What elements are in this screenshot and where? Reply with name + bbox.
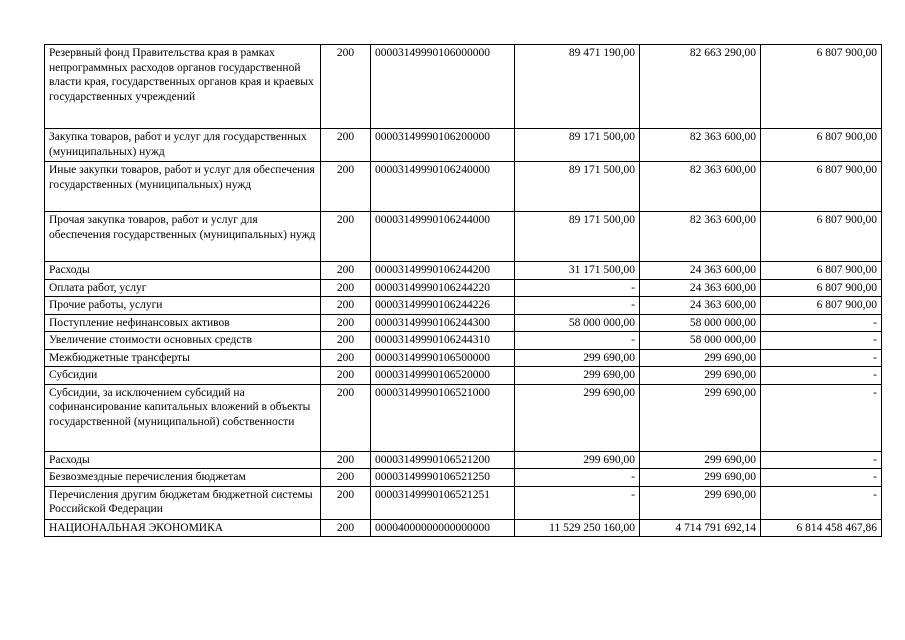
table-row <box>45 384 882 451</box>
row-value-2: 24 363 600,00 <box>640 297 761 315</box>
row-code: 200 <box>321 349 371 367</box>
row-code: 200 <box>321 367 371 385</box>
row-value-1: - <box>515 486 640 519</box>
row-code: 200 <box>321 469 371 487</box>
row-value-1: 299 690,00 <box>515 349 640 367</box>
row-value-3: - <box>761 367 882 385</box>
table-row <box>45 469 882 487</box>
table-row <box>45 332 882 350</box>
row-value-3: - <box>761 469 882 487</box>
row-value-2: 299 690,00 <box>640 451 761 469</box>
table-row <box>45 486 882 519</box>
row-csr: 00003149990106200000 <box>371 129 515 162</box>
row-value-2: 299 690,00 <box>640 349 761 367</box>
row-value-3: 6 814 458 467,86 <box>761 519 882 537</box>
table-row <box>45 367 882 385</box>
row-name: Увеличение стоимости основных средств <box>45 332 321 350</box>
row-csr: 00003149990106244000 <box>371 212 515 262</box>
row-code: 200 <box>321 384 371 451</box>
row-name: Оплата работ, услуг <box>45 279 321 297</box>
row-value-3: 6 807 900,00 <box>761 212 882 262</box>
row-value-3: 6 807 900,00 <box>761 45 882 129</box>
row-value-2: 82 663 290,00 <box>640 45 761 129</box>
table-row <box>45 519 882 537</box>
budget-table <box>44 44 882 537</box>
row-value-2: 299 690,00 <box>640 486 761 519</box>
row-value-3: 6 807 900,00 <box>761 262 882 280</box>
row-value-3: 6 807 900,00 <box>761 279 882 297</box>
table-row <box>45 314 882 332</box>
row-code: 200 <box>321 45 371 129</box>
row-value-3: - <box>761 486 882 519</box>
table-row <box>45 349 882 367</box>
row-name: Иные закупки товаров, работ и услуг для обеспечения государственных (муниципальных) нужд <box>45 162 321 212</box>
row-value-3: - <box>761 349 882 367</box>
row-csr: 00003149990106240000 <box>371 162 515 212</box>
row-name: Резервный фонд Правительства края в рамках непрограммных расходов органов государственной власти края, государственных органов края и краевых государственных учреждений <box>45 45 321 129</box>
row-value-1: 299 690,00 <box>515 367 640 385</box>
row-value-2: 24 363 600,00 <box>640 279 761 297</box>
table-row <box>45 129 882 162</box>
row-value-1: 89 171 500,00 <box>515 129 640 162</box>
row-name: Поступление нефинансовых активов <box>45 314 321 332</box>
table-row <box>45 162 882 212</box>
table-row <box>45 45 882 129</box>
row-code: 200 <box>321 519 371 537</box>
row-value-3: - <box>761 384 882 451</box>
row-value-2: 299 690,00 <box>640 384 761 451</box>
row-value-2: 58 000 000,00 <box>640 332 761 350</box>
row-value-1: 299 690,00 <box>515 451 640 469</box>
row-csr: 00003149990106244200 <box>371 262 515 280</box>
row-value-1: 89 471 190,00 <box>515 45 640 129</box>
row-name: Безвозмездные перечисления бюджетам <box>45 469 321 487</box>
row-code: 200 <box>321 162 371 212</box>
row-csr: 00003149990106521200 <box>371 451 515 469</box>
row-csr: 00003149990106521000 <box>371 384 515 451</box>
row-csr: 00003149990106521251 <box>371 486 515 519</box>
row-value-2: 24 363 600,00 <box>640 262 761 280</box>
table-row <box>45 297 882 315</box>
row-name: Прочая закупка товаров, работ и услуг для обеспечения государственных (муниципальных) нужд <box>45 212 321 262</box>
row-value-2: 82 363 600,00 <box>640 212 761 262</box>
row-value-1: 31 171 500,00 <box>515 262 640 280</box>
row-name: Расходы <box>45 451 321 469</box>
table-row <box>45 451 882 469</box>
row-code: 200 <box>321 129 371 162</box>
row-value-3: 6 807 900,00 <box>761 129 882 162</box>
row-code: 200 <box>321 212 371 262</box>
row-csr: 00003149990106244300 <box>371 314 515 332</box>
row-csr: 00003149990106244226 <box>371 297 515 315</box>
row-code: 200 <box>321 279 371 297</box>
row-name: НАЦИОНАЛЬНАЯ ЭКОНОМИКА <box>45 519 321 537</box>
row-csr: 00003149990106500000 <box>371 349 515 367</box>
row-code: 200 <box>321 314 371 332</box>
row-csr: 00003149990106244220 <box>371 279 515 297</box>
row-value-2: 58 000 000,00 <box>640 314 761 332</box>
row-name: Межбюджетные трансферты <box>45 349 321 367</box>
row-csr: 00004000000000000000 <box>371 519 515 537</box>
row-value-1: 89 171 500,00 <box>515 212 640 262</box>
row-name: Прочие работы, услуги <box>45 297 321 315</box>
row-name: Расходы <box>45 262 321 280</box>
row-value-2: 82 363 600,00 <box>640 129 761 162</box>
row-value-1: - <box>515 279 640 297</box>
row-name: Субсидии, за исключением субсидий на софинансирование капитальных вложений в объекты государственной (муниципальной) собственности <box>45 384 321 451</box>
row-value-1: 299 690,00 <box>515 384 640 451</box>
row-value-1: - <box>515 469 640 487</box>
row-code: 200 <box>321 451 371 469</box>
row-value-1: - <box>515 297 640 315</box>
row-value-1: - <box>515 332 640 350</box>
row-value-2: 299 690,00 <box>640 367 761 385</box>
row-value-3: 6 807 900,00 <box>761 297 882 315</box>
row-csr: 00003149990106244310 <box>371 332 515 350</box>
row-value-1: 89 171 500,00 <box>515 162 640 212</box>
row-value-3: - <box>761 451 882 469</box>
row-name: Субсидии <box>45 367 321 385</box>
row-name: Перечисления другим бюджетам бюджетной системы Российской Федерации <box>45 486 321 519</box>
row-csr: 00003149990106520000 <box>371 367 515 385</box>
row-value-2: 299 690,00 <box>640 469 761 487</box>
row-code: 200 <box>321 297 371 315</box>
row-code: 200 <box>321 486 371 519</box>
row-value-3: - <box>761 332 882 350</box>
table-row <box>45 212 882 262</box>
row-value-1: 58 000 000,00 <box>515 314 640 332</box>
row-value-2: 82 363 600,00 <box>640 162 761 212</box>
row-value-1: 11 529 250 160,00 <box>515 519 640 537</box>
table-row <box>45 279 882 297</box>
row-value-3: 6 807 900,00 <box>761 162 882 212</box>
table-row <box>45 262 882 280</box>
row-code: 200 <box>321 332 371 350</box>
row-value-3: - <box>761 314 882 332</box>
row-value-2: 4 714 791 692,14 <box>640 519 761 537</box>
row-csr: 00003149990106000000 <box>371 45 515 129</box>
row-code: 200 <box>321 262 371 280</box>
row-csr: 00003149990106521250 <box>371 469 515 487</box>
row-name: Закупка товаров, работ и услуг для государственных (муниципальных) нужд <box>45 129 321 162</box>
